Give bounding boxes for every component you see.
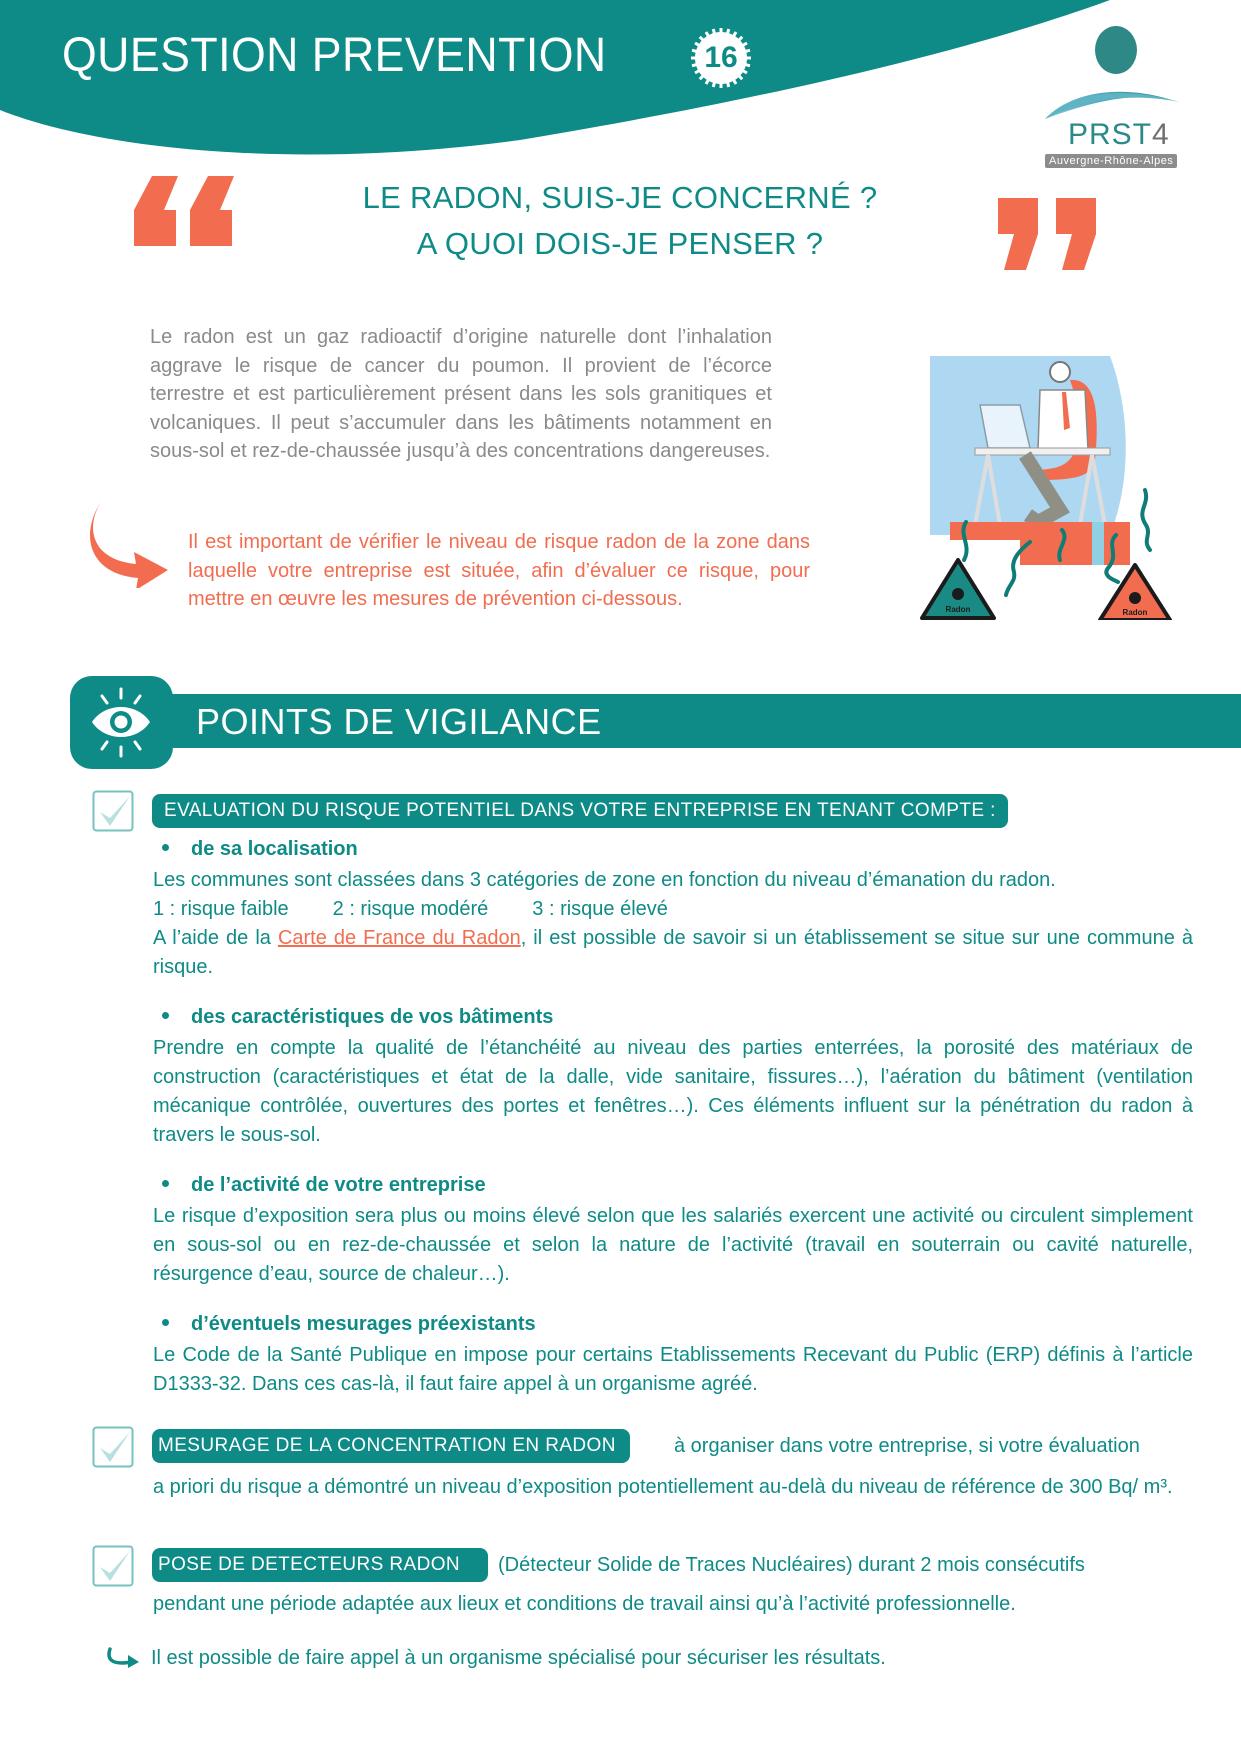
radon-map-sentence [153, 924, 1193, 982]
risk-level-1: 1 : risque faible [153, 898, 289, 920]
return-arrow-icon [106, 1647, 142, 1669]
subitem-heading [162, 1174, 486, 1197]
footer-note: Il est possible de faire appel à un organisme spécialisé pour sécuriser les résultats. [151, 1647, 886, 1669]
checkbox-icon [92, 1545, 134, 1587]
subitem-text: Le risque d’exposition sera plus ou moins élevé selon que les salariés exercent une activité ou circulent simplement en sous-sol ou en rez-de-chaussée et selon la nature de l’activité (travail en souterrain ou cavité naturelle, résurgence d’eau, source de chaleur…). [153, 1205, 1193, 1285]
text-before-link: A l’aide de la [153, 927, 278, 949]
bullet-icon [162, 1012, 169, 1019]
risk-level-2: 2 : risque modéré [332, 898, 489, 920]
subitem-heading-text: d’éventuels mesurages préexistants [191, 1313, 536, 1335]
checklist-pill-evaluation: EVALUATION DU RISQUE POTENTIEL DANS VOTRE ENTREPRISE EN TENANT COMPTE : [152, 794, 1008, 828]
close-quote-icon [998, 198, 1100, 270]
logo-digit: 4 [1152, 118, 1170, 151]
section-title: POINTS DE VIGILANCE [196, 701, 602, 742]
open-quote-icon [134, 176, 240, 246]
sign-label-left: Radon [945, 605, 971, 614]
eye-icon [70, 676, 173, 769]
subitem-heading [162, 1313, 536, 1336]
subitem-heading [162, 838, 358, 861]
detectors-text: (Détecteur Solide de Traces Nucléaires) durant 2 mois consécutifs [498, 1554, 1085, 1576]
subitem-text: Le Code de la Santé Publique en impose pour certains Etablissements Recevant du Public (ERP) définis à l’article D1333-32. Dans ces cas-là, il faut faire appel à un organisme agréé. [153, 1344, 1193, 1395]
detectors-continuation: pendant une période adaptée aux lieux et conditions de travail ainsi qu’à l’activité professionnelle. [153, 1593, 1016, 1615]
measurement-text: à organiser dans votre entreprise, si votre évaluation [674, 1435, 1140, 1457]
question-line-1: LE RADON, SUIS-JE CONCERNÉ ? [362, 180, 878, 215]
bullet-icon [162, 1319, 169, 1326]
checkbox-icon [92, 1426, 134, 1468]
sign-label-right: Radon [1122, 608, 1148, 617]
eye-icon-box [70, 676, 173, 769]
question-number: 16 [704, 41, 738, 74]
subitem-text [153, 866, 1193, 982]
subitem-text: Prendre en compte la qualité de l’étanchéité au niveau des parties enterrées, la porosité des matériaux de construction (caractéristiques et état de la dalle, vide sanitaire, fissures…), l’aération du bâtiment (ventilation mécanique contrôlée, ouvertures des portes et fenêtres…). Ces éléments influent sur la pénétration du radon à travers le sous-sol. [153, 1037, 1193, 1146]
zone-categories-text: Les communes sont classées dans 3 catégories de zone en fonction du niveau d’émanation du radon. [153, 869, 1056, 891]
intro-paragraph: Le radon est un gaz radioactif d’origine naturelle dont l’inhalation aggrave le risque de cancer du poumon. Il provient de l’écorce terrestre et est particulièrement présent dans les sols granitiques et volcaniques. Il peut s’accumuler dans les bâtiments notamment en sous-sol et rez-de-chaussée jusqu’à des concentrations dangereuses. [150, 326, 772, 462]
office-radon-illustration [920, 350, 1180, 620]
risk-level-3: 3 : risque élevé [532, 898, 668, 920]
radon-map-link[interactable]: Carte de France du Radon [277, 927, 521, 949]
curved-arrow-icon [88, 498, 178, 588]
subitem-heading [162, 1006, 553, 1029]
bullet-icon [162, 1180, 169, 1187]
highlight-paragraph: Il est important de vérifier le niveau de risque radon de la zone dans laquelle votre entreprise est située, afin d’évaluer ce risque, pour mettre en œuvre les mesures de prévention ci-dessous. [188, 531, 810, 610]
checkbox-icon [92, 790, 134, 832]
subitem-heading-text: de l’activité de votre entreprise [191, 1174, 486, 1196]
logo-name: PRST [1068, 118, 1153, 151]
checklist-pill-measurement: MESURAGE DE LA CONCENTRATION EN RADON [152, 1429, 630, 1463]
main-question [300, 175, 940, 267]
question-line-2: A QUOI DOIS-JE PENSER ? [416, 226, 824, 261]
subitem-heading-text: de sa localisation [191, 838, 358, 860]
document-title: QUESTION PREVENTION [62, 29, 607, 82]
measurement-continuation: a priori du risque a démontré un niveau d’exposition potentiellement au-delà du niveau de référence de 300 Bq/ m³. [153, 1476, 1173, 1498]
logo-region: Auvergne-Rhône-Alpes [1045, 154, 1177, 168]
text-after-link: , il est possible de savoir si un établissement se situe sur une commune à risque. [153, 927, 1193, 978]
subitem-heading-text: des caractéristiques de vos bâtiments [191, 1006, 554, 1028]
checklist-pill-detectors: POSE DE DETECTEURS RADON [152, 1548, 488, 1582]
bullet-icon [162, 844, 169, 851]
logo-wordmark [1068, 118, 1170, 152]
question-number-badge [690, 27, 752, 89]
risk-levels [153, 895, 1193, 924]
